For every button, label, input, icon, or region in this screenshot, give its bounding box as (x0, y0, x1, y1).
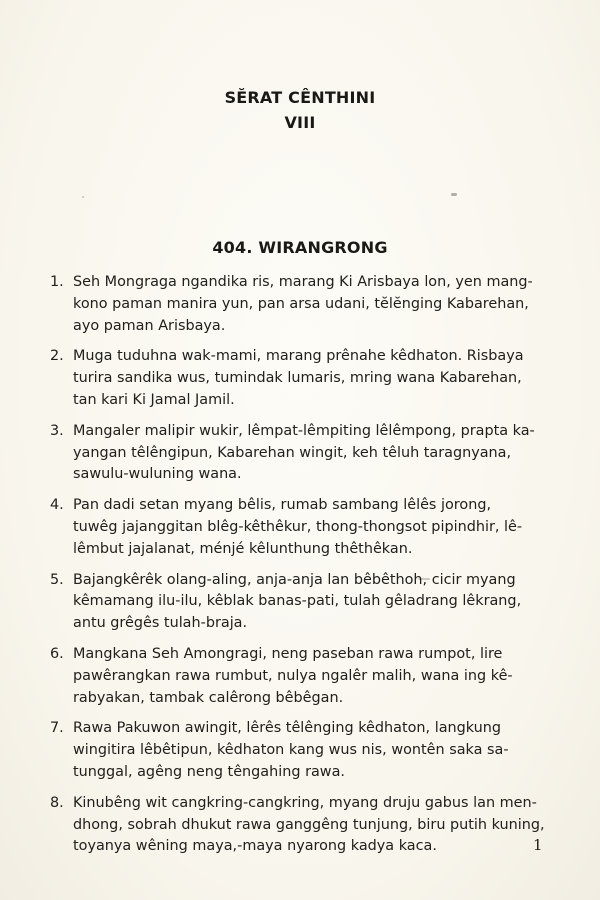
stanza-line: Kinubêng wit cangkring-cangkring, myang druju gabus lan men- (73, 794, 537, 811)
stanza-text (73, 793, 550, 858)
paper-speck (451, 193, 457, 196)
stanza-number: 7. (50, 720, 64, 737)
stanza-line: Rawa Pakuwon awingit, lêrês têlênging kêdhaton, langkung (73, 720, 502, 737)
stanza-text (73, 644, 550, 709)
stanza-line: turira sandika wus, tumindak lumaris, mring wana Kabarehan, (73, 370, 522, 387)
page-number: 1 (533, 836, 543, 854)
stanza-line: toyanya wêning maya,-maya nyarong kadya kaca. (73, 838, 437, 855)
section-title: 404. WIRANGRONG (212, 238, 388, 257)
stanza-text (73, 718, 550, 783)
stanza-line: Mangkana Seh Amongragi, neng paseban rawa rumpot, lire (73, 645, 503, 662)
stanza-text (73, 421, 550, 486)
stanza-line: ayo paman Arisbaya. (73, 317, 226, 334)
stanza (50, 346, 550, 411)
stanza (50, 644, 550, 709)
stanza-number: 2. (50, 348, 64, 365)
stanza-number: 4. (50, 497, 64, 514)
stanza-line: tan kari Ki Jamal Jamil. (73, 391, 235, 408)
stanza-number: 3. (50, 422, 64, 439)
stanza-number: 8. (50, 794, 64, 811)
volume-number: VIII (284, 113, 316, 132)
stanza-line: Seh Mongraga ngandika ris, marang Ki Arisbaya lon, yen mang- (73, 274, 533, 290)
stanza-line: kêmamang ilu-ilu, kêblak banas-pati, tulah gêladrang lêkrang, (73, 593, 522, 610)
stanza (50, 793, 550, 858)
stanza-line: Pan dadi setan myang bêlis, rumab sambang lêlês jorong, (73, 497, 492, 514)
stanza-list (50, 272, 550, 867)
stanza-line: kono paman manira yun, pan arsa udani, tĕlĕnging Kabarehan, (73, 295, 529, 312)
stanza-line: sawulu-wuluning wana. (73, 466, 242, 483)
stanza-line: rabyakan, tambak calêrong bêbêgan. (73, 689, 344, 706)
stanza-number: 6. (50, 645, 64, 662)
stanza-line: Mangaler malipir wukir, lêmpat-lêmpiting lêlêmpong, prapta ka- (73, 422, 535, 439)
stanza-line: Bajangkêrêk olang-aling, anja-anja lan bêbêthoh, cicir myang (73, 571, 516, 588)
stanza (50, 718, 550, 783)
stanza-line: dhong, sobrah dhukut rawa ganggêng tunjung, biru putih kuning, (73, 816, 545, 833)
stanza-line: Muga tuduhna wak-mami, marang prênahe kêdhaton. Risbaya (73, 348, 524, 365)
stanza-text (73, 495, 550, 560)
stanza-text (73, 272, 550, 337)
stanza-line: pawêrangkan rawa rumbut, nulya ngalêr malih, wana ing kê- (73, 667, 513, 684)
stanza (50, 495, 550, 560)
stanza-line: lêmbut jajalanat, ménjé kêlunthung thêthêkan. (73, 540, 413, 557)
stanza-number: 5. (50, 571, 64, 588)
paper-speck (82, 196, 84, 198)
stanza (50, 272, 550, 337)
stanza-line: tuwêg jajanggitan blêg-kêthêkur, thong-thongsot pipindhir, lê- (73, 518, 523, 535)
stanza-line: yangan têlêngipun, Kabarehan wingit, keh têluh taragnyana, (73, 444, 512, 461)
stanza-line: antu grêgês tulah-braja. (73, 615, 248, 632)
book-title: SĔRAT CÊNTHINI (224, 88, 376, 107)
stanza-number: 1. (50, 274, 64, 290)
stanza (50, 421, 550, 486)
stanza-text (73, 346, 550, 411)
stanza (50, 570, 550, 635)
stanza-line: tunggal, agêng neng têngahing rawa. (73, 763, 345, 780)
stanza-text (73, 570, 550, 635)
stanza-line: wingitira lêbêtipun, kêdhaton kang wus nis, wontên saka sa- (73, 742, 509, 759)
